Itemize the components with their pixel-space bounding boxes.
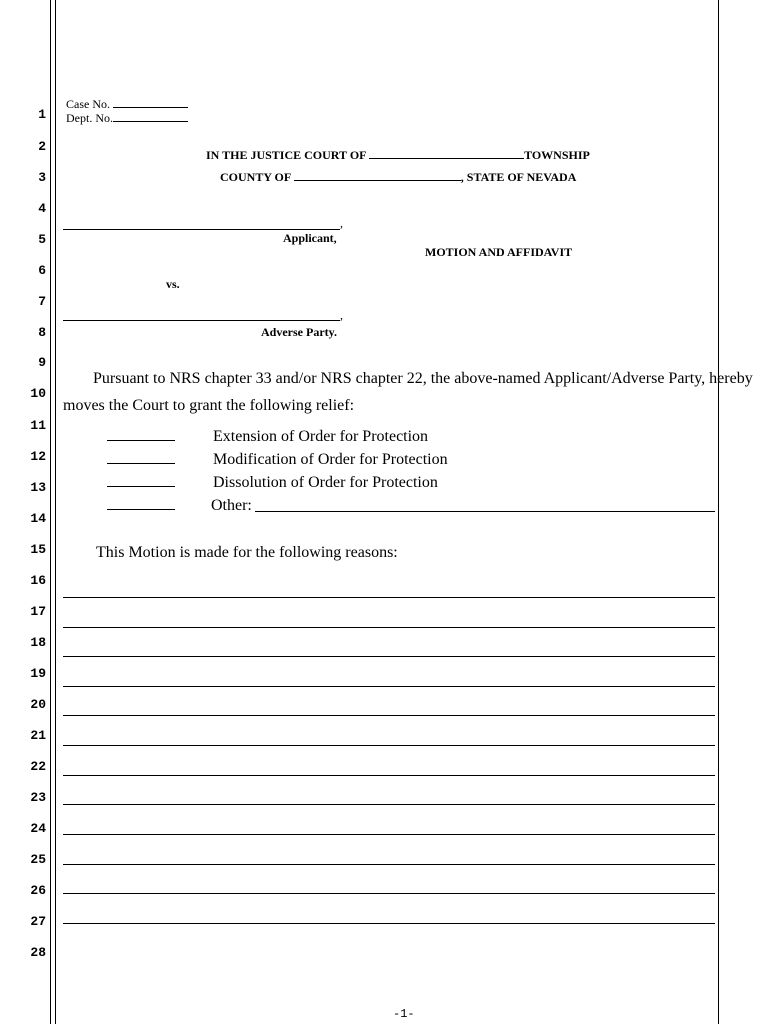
reason-line[interactable] (63, 864, 715, 865)
county-suffix: , STATE OF NEVADA (460, 170, 577, 184)
line-number: 15 (30, 542, 46, 557)
reason-line[interactable] (63, 627, 715, 628)
line-number: 9 (38, 355, 46, 370)
county-line (220, 168, 576, 184)
option-dissolution-label: Dissolution of Order for Protection (213, 474, 438, 491)
reason-line[interactable] (63, 923, 715, 924)
versus-label: vs. (166, 277, 180, 291)
line-number: 17 (30, 604, 46, 619)
dept-no-label: Dept. No. (66, 111, 113, 125)
line-number: 7 (38, 294, 46, 309)
line-number: 10 (30, 386, 46, 401)
court-prefix: IN THE JUSTICE COURT OF (206, 148, 367, 162)
line-number: 3 (38, 170, 46, 185)
other-relief-field[interactable] (255, 497, 715, 512)
line-number: 6 (38, 263, 46, 278)
applicant-name-line[interactable] (63, 216, 340, 230)
option-extension-blank[interactable] (107, 426, 175, 441)
adverse-comma: , (340, 308, 343, 322)
line-number: 25 (30, 852, 46, 867)
line-number: 18 (30, 635, 46, 650)
reason-line[interactable] (63, 804, 715, 805)
line-number: 2 (38, 139, 46, 154)
line-number: 16 (30, 573, 46, 588)
county-prefix: COUNTY OF (220, 170, 291, 184)
reason-line[interactable] (63, 656, 715, 657)
line-number: 13 (30, 480, 46, 495)
intro-paragraph-line2: moves the Court to grant the following relief: (63, 397, 355, 414)
adverse-party-name-line[interactable] (63, 307, 340, 321)
reason-line[interactable] (63, 745, 715, 746)
reason-line[interactable] (63, 775, 715, 776)
reasons-heading: This Motion is made for the following reasons: (96, 544, 398, 561)
document-title: MOTION AND AFFIDAVIT (425, 245, 573, 259)
reason-line[interactable] (63, 715, 715, 716)
line-number: 26 (30, 883, 46, 898)
option-modification-blank[interactable] (107, 449, 175, 464)
option-dissolution-blank[interactable] (107, 472, 175, 487)
line-number: 22 (30, 759, 46, 774)
line-number: 24 (30, 821, 46, 836)
line-number: 28 (30, 945, 46, 960)
line-number: 20 (30, 697, 46, 712)
line-number: 21 (30, 728, 46, 743)
line-number: 5 (38, 232, 46, 247)
adverse-party-label: Adverse Party. (261, 325, 337, 339)
option-dissolution (107, 472, 438, 493)
applicant-comma: , (340, 216, 343, 230)
option-extension-label: Extension of Order for Protection (213, 428, 429, 445)
case-no-label: Case No. (66, 97, 110, 111)
margin-rule-right (718, 0, 719, 1024)
option-extension (107, 426, 428, 447)
reason-line[interactable] (63, 686, 715, 687)
dept-no (66, 109, 188, 125)
court-suffix: TOWNSHIP (524, 148, 590, 162)
line-number: 27 (30, 914, 46, 929)
option-other (107, 495, 252, 516)
intro-paragraph-line1: Pursuant to NRS chapter 33 and/or NRS chapter 22, the above-named Applicant/Adverse Party, hereby (93, 370, 753, 387)
page-number: -1- (393, 1007, 415, 1021)
line-number: 1 (38, 107, 46, 122)
reason-line[interactable] (63, 834, 715, 835)
line-number: 8 (38, 325, 46, 340)
option-modification (107, 449, 448, 470)
reason-line[interactable] (63, 597, 715, 598)
dept-no-blank[interactable] (113, 109, 188, 122)
line-number: 23 (30, 790, 46, 805)
option-other-blank[interactable] (107, 495, 175, 510)
reason-line[interactable] (63, 893, 715, 894)
margin-rule-outer (50, 0, 51, 1024)
option-modification-label: Modification of Order for Protection (213, 451, 448, 468)
line-number: 19 (30, 666, 46, 681)
court-line (206, 146, 590, 162)
county-blank[interactable] (294, 168, 461, 181)
option-other-label: Other: (211, 497, 252, 514)
applicant-label: Applicant, (283, 231, 337, 245)
line-number: 12 (30, 449, 46, 464)
line-number: 11 (30, 418, 46, 433)
line-number: 4 (38, 201, 46, 216)
township-blank[interactable] (369, 146, 524, 159)
line-number: 14 (30, 511, 46, 526)
margin-rule-inner (55, 0, 56, 1024)
case-no-blank[interactable] (113, 95, 188, 108)
